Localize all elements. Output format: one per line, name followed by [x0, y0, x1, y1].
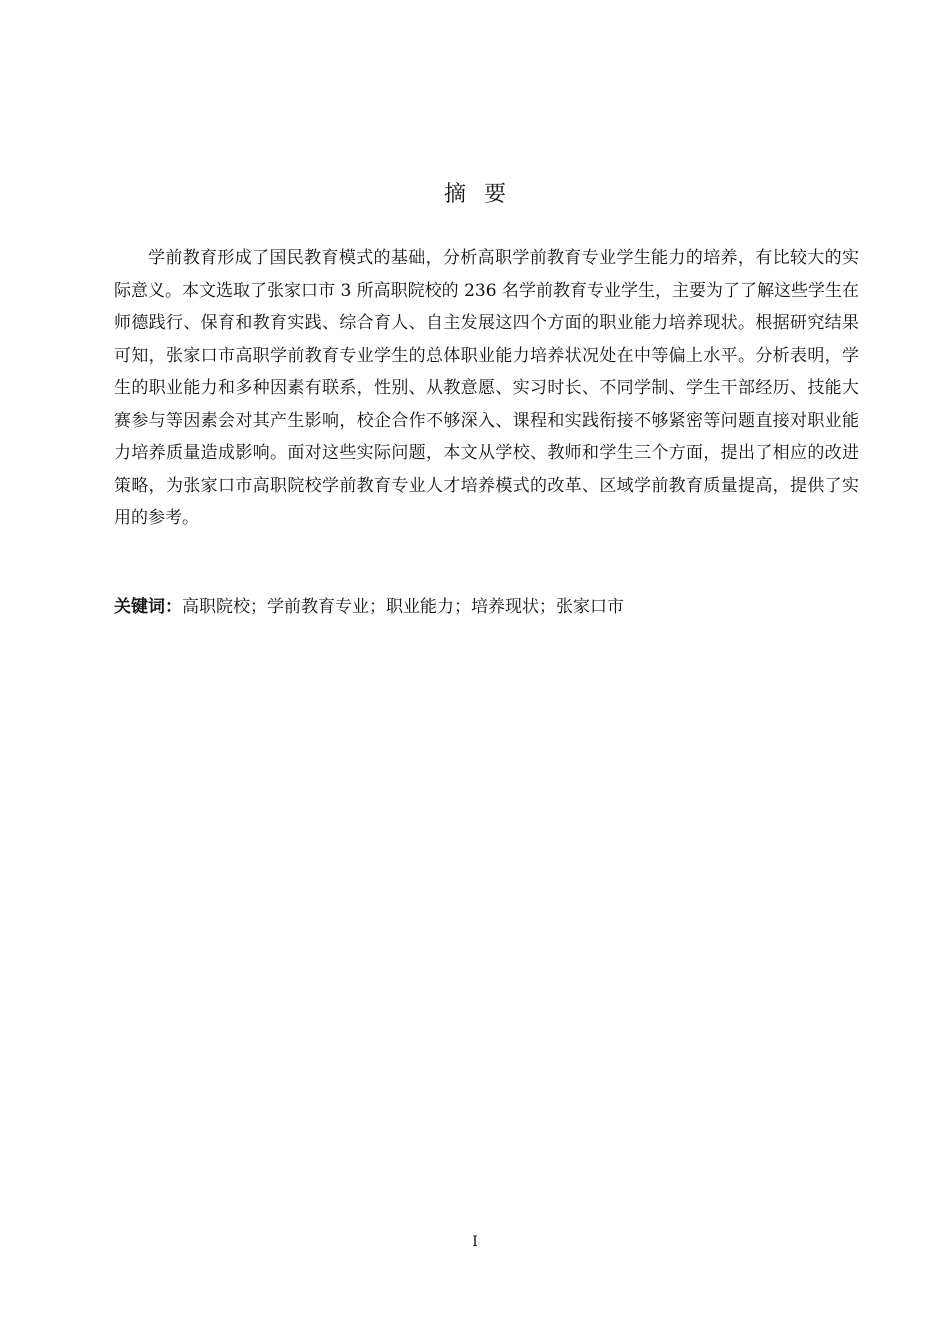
- keywords-line: [114, 592, 859, 622]
- keywords-text: 高职院校；学前教育专业；职业能力；培养现状；张家口市: [182, 597, 624, 617]
- page-number: I: [472, 1234, 478, 1250]
- abstract-paragraph: 学前教育形成了国民教育模式的基础，分析高职学前教育专业学生能力的培养，有比较大的实际意义。本文选取了张家口市 3 所高职院校的 236 名学前教育专业学生，主要为了了解这些学生在师德践行、保育和教育实践、综合育人、自主发展这四个方面的职业能力培养现状。根据研究结果可知，张家口市高职学前教育专业学生的总体职业能力培养状况处在中等偏上水平。分析表明，学生的职业能力和多种因素有联系，性别、从教意愿、实习时长、不同学制、学生干部经历、技能大赛参与等因素会对其产生影响，校企合作不够深入、课程和实践衔接不够紧密等问题直接对职业能力培养质量造成影响。面对这些实际问题，本文从学校、教师和学生三个方面，提出了相应的改进策略，为张家口市高职院校学前教育专业人才培养模式的改革、区域学前教育质量提高，提供了实用的参考。: [114, 248, 859, 528]
- keywords-label: 关键词：: [114, 597, 182, 617]
- abstract-title: 摘要: [443, 182, 524, 207]
